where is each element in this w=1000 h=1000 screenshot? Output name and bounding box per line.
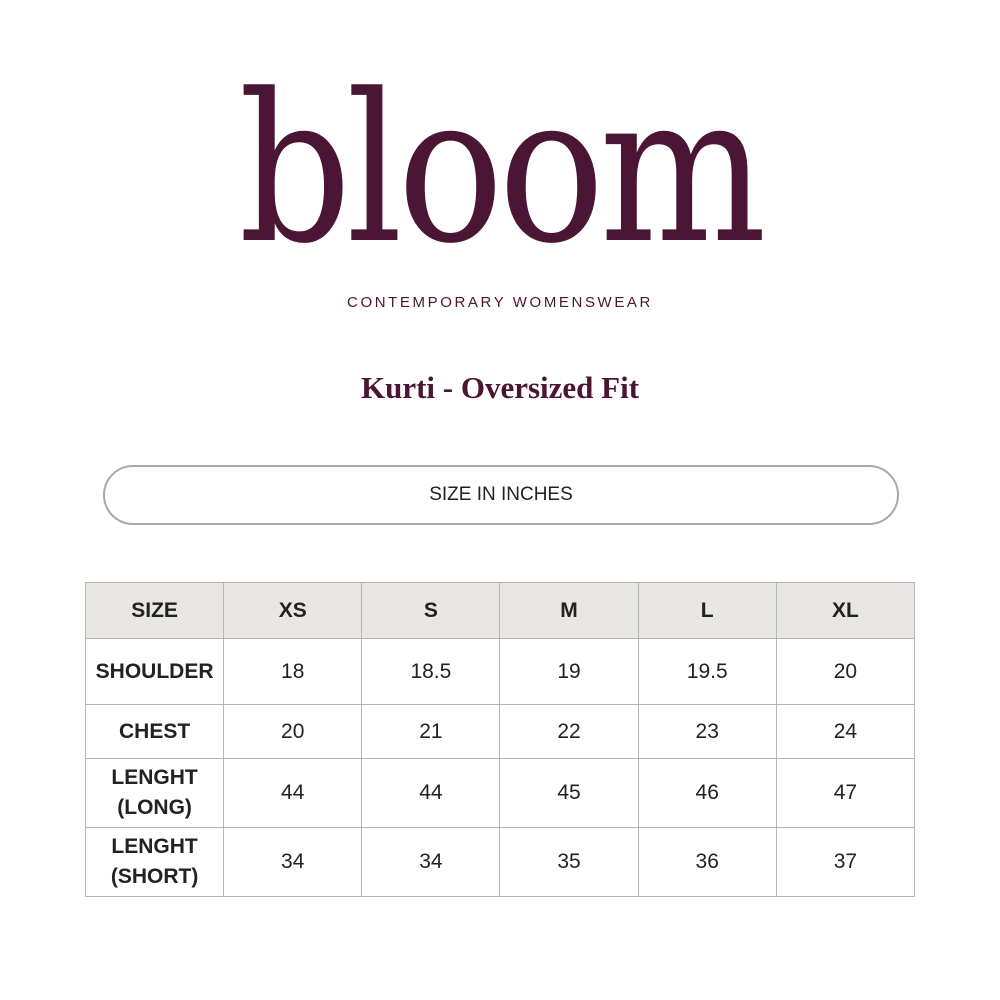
size-unit-label: SIZE IN INCHES: [429, 484, 573, 505]
table-cell: 24: [776, 705, 914, 759]
table-cell: 44: [224, 759, 362, 828]
table-cell: 19.5: [638, 639, 776, 705]
table-cell: 35: [500, 828, 638, 897]
table-cell: 44: [362, 759, 500, 828]
header-cell-s: S: [362, 583, 500, 639]
product-title: Kurti - Oversized Fit: [360, 370, 640, 405]
row-label: LENGHT (LONG): [86, 759, 224, 828]
row-label: LENGHT (SHORT): [86, 828, 224, 897]
brand-tagline: CONTEMPORARY WOMENSWEAR: [347, 294, 653, 311]
brand-logo: bloom: [238, 51, 762, 289]
size-unit-pill: [103, 465, 899, 525]
table-cell: 19: [500, 639, 638, 705]
table-cell: 34: [362, 828, 500, 897]
table-cell: 18.5: [362, 639, 500, 705]
table-cell: 20: [776, 639, 914, 705]
table-cell: 45: [500, 759, 638, 828]
table-row-length-long: [86, 759, 915, 828]
table-cell: 46: [638, 759, 776, 828]
size-chart-table: [85, 582, 915, 897]
row-label: SHOULDER: [86, 639, 224, 705]
table-cell: 20: [224, 705, 362, 759]
table-cell: 37: [776, 828, 914, 897]
table-row-shoulder: [86, 639, 915, 705]
table-cell: 22: [500, 705, 638, 759]
header-cell-m: M: [500, 583, 638, 639]
table-cell: 36: [638, 828, 776, 897]
header-cell-l: L: [638, 583, 776, 639]
row-label: CHEST: [86, 705, 224, 759]
table-row-chest: [86, 705, 915, 759]
header-cell-xl: XL: [776, 583, 914, 639]
table-cell: 47: [776, 759, 914, 828]
table-cell: 34: [224, 828, 362, 897]
table-cell: 18: [224, 639, 362, 705]
header-cell-xs: XS: [224, 583, 362, 639]
table-row-length-short: [86, 828, 915, 897]
header-cell-size: SIZE: [86, 583, 224, 639]
table-header-row: [86, 583, 915, 639]
table-cell: 23: [638, 705, 776, 759]
table-cell: 21: [362, 705, 500, 759]
